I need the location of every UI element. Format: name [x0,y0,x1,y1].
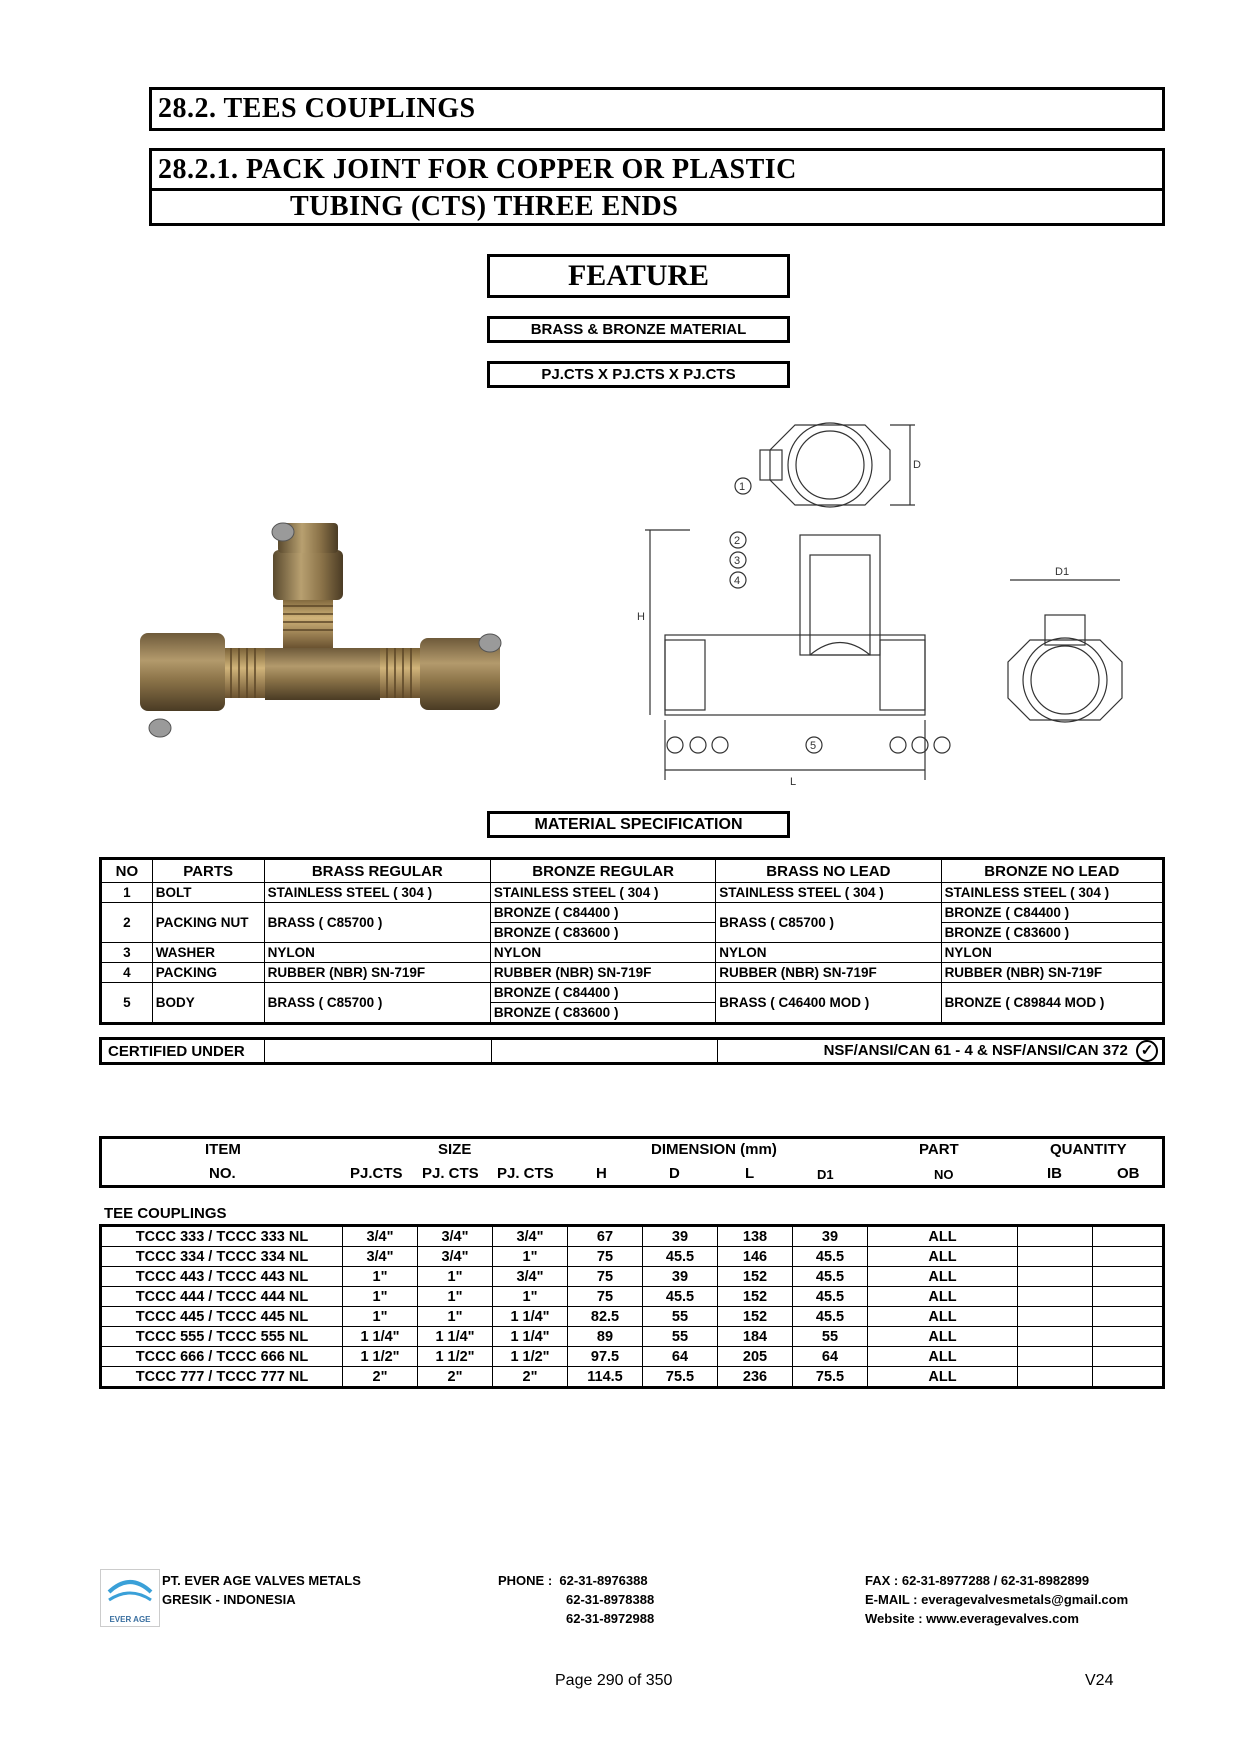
cell-part: ALL [868,1367,1018,1388]
cell-d1: 45.5 [793,1267,868,1287]
material-brass-regular: BRASS ( C85700 ) [264,903,490,943]
cell-l: 236 [718,1367,793,1388]
header-quantity: QUANTITY [1050,1141,1127,1158]
phone-1: 62-31-8976388 [559,1573,648,1588]
cell-d: 55 [643,1307,718,1327]
table-row [101,1287,1164,1307]
header-pj1: PJ.CTS [350,1165,403,1182]
phone-3: 62-31-8972988 [566,1611,655,1626]
material-brass-no-lead: RUBBER (NBR) SN-719F [716,963,941,983]
section-title: 28.2. TEES COUPLINGS [158,93,476,124]
cell-s1: 1" [343,1287,418,1307]
technical-drawing [630,410,1140,790]
cell-d: 39 [643,1267,718,1287]
header-d: D [669,1165,680,1182]
material-header-row [101,859,1164,883]
cell-ib [1018,1226,1093,1247]
cell-l: 152 [718,1287,793,1307]
material-bronze-regular-alt: BRONZE ( C83600 ) [490,1003,715,1024]
cell-d1: 45.5 [793,1287,868,1307]
material-no: 4 [101,963,153,983]
header-parts: PARTS [152,859,264,883]
material-part: PACKING [152,963,264,983]
dim-label-h: H [637,611,645,623]
material-row [101,883,1164,903]
logo-text: EVER AGE [109,1615,151,1624]
subsection-title-line2: TUBING (CTS) THREE ENDS [290,191,679,222]
subsection-title-line1: 28.2.1. PACK JOINT FOR COPPER OR PLASTIC [158,154,797,185]
cell-l: 152 [718,1267,793,1287]
cell-ib [1018,1367,1093,1388]
page-number: Page 290 of 350 [555,1672,673,1689]
cell-s1: 2" [343,1367,418,1388]
callout-4-top: 4 [734,575,741,587]
material-brass-regular: BRASS ( C85700 ) [264,983,490,1024]
material-bronze-no-lead: RUBBER (NBR) SN-719F [941,963,1163,983]
material-brass-no-lead: NYLON [716,943,941,963]
cell-h: 75 [568,1267,643,1287]
material-brass-regular: STAINLESS STEEL ( 304 ) [264,883,490,903]
callout-2-top: 2 [734,535,741,547]
cell-s3: 3/4" [493,1267,568,1287]
material-no: 1 [101,883,153,903]
cell-s3: 1 1/2" [493,1347,568,1367]
certified-value: NSF/ANSI/CAN 61 - 4 & NSF/ANSI/CAN 372 [823,1042,1128,1059]
table-row [101,1347,1164,1367]
cell-h: 75 [568,1287,643,1307]
certified-value-cell [718,1039,1164,1064]
cell-ob [1093,1327,1164,1347]
dim-label-l: L [790,776,797,788]
callout-5: 5 [810,740,817,752]
cell-d1: 39 [793,1226,868,1247]
header-ob: OB [1117,1165,1140,1182]
table-row [101,1226,1164,1247]
cell-ib [1018,1307,1093,1327]
feature-title-text: FEATURE [567,259,710,292]
header-bronze-no-lead: BRONZE NO LEAD [941,859,1163,883]
cell-s2: 1" [418,1307,493,1327]
cell-ib [1018,1327,1093,1347]
cell-s3: 3/4" [493,1226,568,1247]
logo-wave-icon [101,1570,159,1610]
material-bronze-no-lead: NYLON [941,943,1163,963]
cell-ob [1093,1367,1164,1388]
cell-ob [1093,1267,1164,1287]
feature-item-material-text: BRASS & BRONZE MATERIAL [530,321,747,338]
cell-h: 82.5 [568,1307,643,1327]
material-row [101,963,1164,983]
cell-ib [1018,1267,1093,1287]
dimension-table [99,1224,1165,1389]
table-row [101,1327,1164,1347]
email: E-MAIL : everagevalvesmetals@gmail.com [865,1592,1129,1607]
material-row [101,943,1164,963]
header-dimension: DIMENSION (mm) [651,1141,777,1158]
cell-item: TCCC 445 / TCCC 445 NL [101,1307,343,1327]
material-no: 2 [101,903,153,943]
callout-1: 1 [739,481,746,493]
cell-d1: 64 [793,1347,868,1367]
cell-d1: 45.5 [793,1247,868,1267]
cell-part: ALL [868,1327,1018,1347]
certified-empty-2 [492,1039,718,1064]
cell-part: ALL [868,1267,1018,1287]
cell-item: TCCC 444 / TCCC 444 NL [101,1287,343,1307]
cell-item: TCCC 334 / TCCC 334 NL [101,1247,343,1267]
cell-item: TCCC 555 / TCCC 555 NL [101,1327,343,1347]
cell-ib [1018,1347,1093,1367]
phone-block [498,1571,654,1628]
header-item: ITEM [205,1141,241,1158]
cell-s3: 1" [493,1247,568,1267]
cell-h: 97.5 [568,1347,643,1367]
material-no: 5 [101,983,153,1024]
cell-item: TCCC 333 / TCCC 333 NL [101,1226,343,1247]
material-spec-title-text: MATERIAL SPECIFICATION [534,816,743,833]
header-bronze-regular: BRONZE REGULAR [490,859,715,883]
material-row [101,903,1164,923]
dim-label-d: D [913,459,921,471]
material-part: BODY [152,983,264,1024]
feature-item-material [487,316,790,343]
company-logo [100,1569,160,1627]
feature-item-connection-text: PJ.CTS X PJ.CTS X PJ.CTS [541,366,736,383]
material-brass-regular: NYLON [264,943,490,963]
cell-d: 39 [643,1226,718,1247]
cell-ob [1093,1247,1164,1267]
header-d1: D1 [817,1167,834,1182]
material-part: WASHER [152,943,264,963]
cell-ib [1018,1287,1093,1307]
cell-s2: 1" [418,1287,493,1307]
header-l: L [745,1165,755,1182]
cell-s1: 1" [343,1307,418,1327]
cell-d: 75.5 [643,1367,718,1388]
header-h: H [596,1165,607,1182]
material-spec-title [487,811,790,838]
material-row [101,983,1164,1003]
contact-block [865,1571,1128,1628]
subsection-title-box [149,148,1165,226]
certified-label: CERTIFIED UNDER [101,1039,265,1064]
material-bronze-no-lead: BRONZE ( C84400 ) [941,903,1163,923]
cell-s3: 1 1/4" [493,1307,568,1327]
material-bronze-no-lead: STAINLESS STEEL ( 304 ) [941,883,1163,903]
material-part: PACKING NUT [152,903,264,943]
material-no: 3 [101,943,153,963]
cell-ib [1018,1247,1093,1267]
dim-label-d1: D1 [1055,566,1070,578]
photo-body [265,648,380,700]
cell-s2: 1 1/2" [418,1347,493,1367]
cell-part: ALL [868,1347,1018,1367]
material-bronze-no-lead-alt: BRONZE ( C83600 ) [941,923,1163,943]
cell-l: 146 [718,1247,793,1267]
cell-l: 184 [718,1327,793,1347]
material-part: BOLT [152,883,264,903]
photo-left-nut [140,633,225,711]
feature-title [487,254,790,298]
cell-part: ALL [868,1307,1018,1327]
material-brass-no-lead: BRASS ( C46400 MOD ) [716,983,941,1024]
material-bronze-regular: STAINLESS STEEL ( 304 ) [490,883,715,903]
header-pj3: PJ. CTS [497,1165,554,1182]
cell-h: 114.5 [568,1367,643,1388]
cell-part: ALL [868,1287,1018,1307]
cell-ob [1093,1347,1164,1367]
company-location: GRESIK - INDONESIA [162,1592,296,1607]
cell-s1: 1 1/4" [343,1327,418,1347]
certified-empty-1 [265,1039,492,1064]
cell-s2: 3/4" [418,1226,493,1247]
version: V24 [1085,1672,1114,1689]
cell-s3: 2" [493,1367,568,1388]
company-info [162,1571,361,1609]
cell-ob [1093,1226,1164,1247]
header-ib: IB [1047,1165,1062,1182]
cell-d: 55 [643,1327,718,1347]
cell-d1: 55 [793,1327,868,1347]
cell-d1: 45.5 [793,1307,868,1327]
material-bronze-regular: RUBBER (NBR) SN-719F [490,963,715,983]
certified-table [99,1037,1165,1065]
header-pj2: PJ. CTS [422,1165,479,1182]
header-part-no: NO [934,1167,954,1182]
cell-s2: 3/4" [418,1247,493,1267]
photo-top-nut [273,550,343,600]
cell-d: 45.5 [643,1287,718,1307]
cell-s3: 1" [493,1287,568,1307]
material-bronze-regular: BRONZE ( C84400 ) [490,983,715,1003]
header-no: NO. [209,1165,236,1182]
material-bronze-no-lead: BRONZE ( C89844 MOD ) [941,983,1163,1024]
product-photo [135,508,520,748]
cell-s2: 2" [418,1367,493,1388]
material-table [99,857,1165,1025]
table-row [101,1307,1164,1327]
cell-d: 45.5 [643,1247,718,1267]
cell-s1: 3/4" [343,1247,418,1267]
header-part: PART [919,1141,959,1158]
header-brass-no-lead: BRASS NO LEAD [716,859,941,883]
material-bronze-regular: NYLON [490,943,715,963]
cell-ob [1093,1307,1164,1327]
cell-s3: 1 1/4" [493,1327,568,1347]
material-brass-no-lead: STAINLESS STEEL ( 304 ) [716,883,941,903]
phone-2: 62-31-8978388 [566,1592,655,1607]
header-brass-regular: BRASS REGULAR [264,859,490,883]
cell-d: 64 [643,1347,718,1367]
cell-h: 75 [568,1247,643,1267]
cell-l: 152 [718,1307,793,1327]
material-bronze-regular-alt: BRONZE ( C83600 ) [490,923,715,943]
cell-part: ALL [868,1247,1018,1267]
cell-l: 205 [718,1347,793,1367]
header-no: NO [101,859,153,883]
section-title-box [149,87,1165,131]
callout-3-top: 3 [734,555,741,567]
cell-part: ALL [868,1226,1018,1247]
material-bronze-regular: BRONZE ( C84400 ) [490,903,715,923]
material-brass-no-lead: BRASS ( C85700 ) [716,903,941,943]
table-row [101,1247,1164,1267]
cell-h: 89 [568,1327,643,1347]
table-row [101,1367,1164,1388]
cell-h: 67 [568,1226,643,1247]
company-name: PT. EVER AGE VALVES METALS [162,1573,361,1588]
cell-s1: 3/4" [343,1226,418,1247]
cell-item: TCCC 443 / TCCC 443 NL [101,1267,343,1287]
dimension-header [99,1136,1165,1188]
website: Website : www.everagevalves.com [865,1611,1079,1626]
header-size: SIZE [438,1141,472,1158]
cell-s2: 1" [418,1267,493,1287]
group-label: TEE COUPLINGS [104,1205,227,1222]
checkmark-icon: ✓ [1136,1040,1158,1062]
cell-item: TCCC 777 / TCCC 777 NL [101,1367,343,1388]
phone-label: PHONE : [498,1573,553,1588]
fax: FAX : 62-31-8977288 / 62-31-8982899 [865,1573,1090,1588]
cell-s1: 1 1/2" [343,1347,418,1367]
cell-item: TCCC 666 / TCCC 666 NL [101,1347,343,1367]
cell-d1: 75.5 [793,1367,868,1388]
cell-s2: 1 1/4" [418,1327,493,1347]
cell-l: 138 [718,1226,793,1247]
feature-item-connection [487,361,790,388]
cell-s1: 1" [343,1267,418,1287]
table-row [101,1267,1164,1287]
cell-ob [1093,1287,1164,1307]
material-brass-regular: RUBBER (NBR) SN-719F [264,963,490,983]
